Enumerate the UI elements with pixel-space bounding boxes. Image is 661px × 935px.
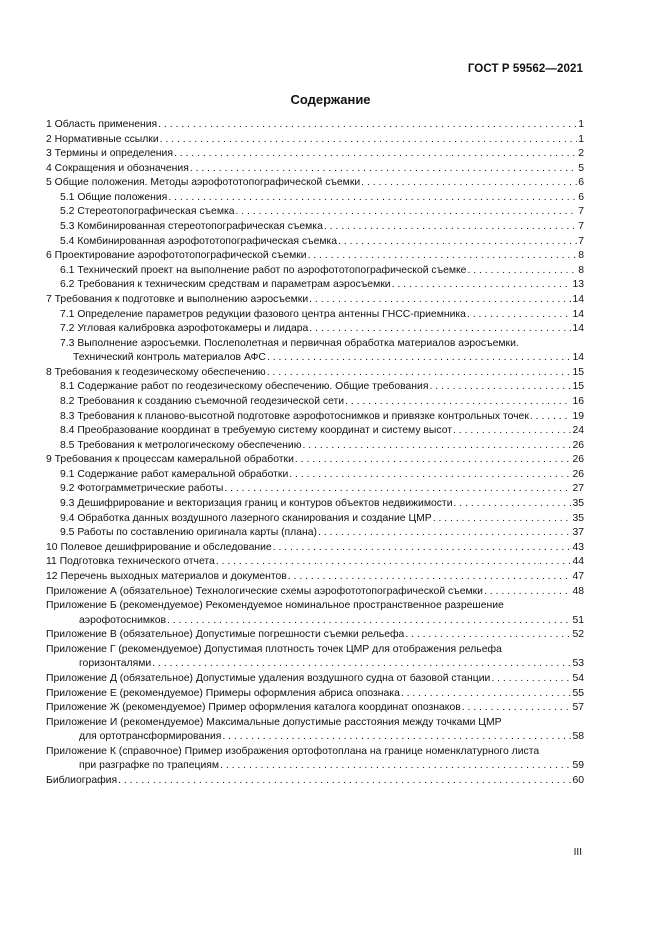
dot-leader: [454, 497, 572, 512]
toc-entry-page: 15: [572, 366, 584, 378]
toc-entry[interactable]: [46, 453, 584, 468]
toc-entry-text: 8.4 Преобразование координат в требуемую систему координат и систему высот: [60, 425, 453, 437]
toc-entry[interactable]: [46, 541, 584, 556]
toc-entry-page: 13: [572, 279, 584, 291]
dot-leader: [216, 555, 572, 570]
toc-entry-page: 7: [578, 235, 584, 247]
toc-entry-text: 7 Требования к подготовке и выполнению аэросъемки: [46, 293, 309, 305]
toc-entry[interactable]: [46, 395, 584, 410]
toc-entry-text: 7.1 Определение параметров редукции фазового центра антенны ГНСС-приемника: [60, 308, 466, 320]
dot-leader: [467, 308, 571, 323]
toc-entry[interactable]: [46, 380, 584, 395]
toc-entry-page: 47: [572, 570, 584, 582]
toc-entry-text: 10 Полевое дешифрирование и обследование: [46, 541, 272, 553]
toc-entry-page: 8: [578, 264, 584, 276]
dot-leader: [453, 424, 571, 439]
toc-entry-text: 8.3 Требования к планово-высотной подготовке аэрофотоснимков и привязке контрольных точек: [60, 410, 529, 422]
toc-entry-text: 7.3 Выполнение аэросъемки. Послеполетная и первичная обработка материалов аэросъемки.: [60, 337, 519, 349]
toc-entry-page: 55: [572, 687, 584, 699]
toc-entry-page: 26: [572, 454, 584, 466]
toc-entry[interactable]: [46, 220, 584, 235]
page-number: III: [573, 847, 582, 858]
toc-entry-text: 9.4 Обработка данных воздушного лазерного сканирования и создание ЦМР: [60, 512, 432, 524]
toc-entry[interactable]: [46, 745, 584, 774]
toc-title: Содержание: [290, 92, 371, 107]
toc-entry-text: Приложение А (обязательное) Технологические схемы аэрофототопографической съемки: [46, 585, 483, 597]
toc-entry-text: 8.1 Содержание работ по геодезическому обеспечению. Общие требования: [60, 381, 429, 393]
dot-leader: [429, 380, 571, 395]
dot-leader: [158, 118, 577, 133]
toc-entry-text: 1 Область применения: [46, 119, 158, 130]
dot-leader: [167, 614, 571, 629]
toc-entry[interactable]: [46, 482, 584, 497]
toc-entry[interactable]: [46, 235, 584, 250]
toc-entry[interactable]: [46, 774, 584, 789]
toc-entry-page: 52: [572, 629, 584, 641]
toc-entry-text: 12 Перечень выходных материалов и документов: [46, 570, 287, 582]
toc-entry-page: 59: [572, 760, 584, 772]
toc-entry-page: 7: [578, 221, 584, 233]
toc-entry-text: 9.5 Работы по составлению оригинала карты (плана): [60, 527, 317, 539]
toc-entry[interactable]: [46, 439, 584, 454]
dot-leader: [324, 220, 577, 235]
toc-entry-text: Приложение Е (рекомендуемое) Примеры оформления абриса опознака: [46, 687, 400, 699]
toc-entry-text: 9.2 Фотограмметрические работы: [60, 483, 224, 495]
toc-entry[interactable]: [46, 308, 584, 323]
toc-entry-page: 26: [572, 439, 584, 451]
dot-leader: [224, 482, 571, 497]
dot-leader: [152, 657, 571, 672]
toc-entry[interactable]: [46, 118, 584, 133]
toc-entry[interactable]: [46, 628, 584, 643]
toc-entry-page: 7: [578, 206, 584, 218]
toc-entry-text: 11 Подготовка технического отчета: [46, 556, 215, 568]
toc-entry[interactable]: [46, 672, 584, 687]
toc-entry[interactable]: [46, 643, 584, 672]
toc-entry[interactable]: [46, 424, 584, 439]
toc-entry[interactable]: [46, 555, 584, 570]
toc-entry-text: 6 Проектирование аэрофототопографической съемки: [46, 250, 307, 262]
toc-entry-page: 6: [578, 191, 584, 203]
toc-entry-page: 1: [578, 133, 584, 145]
toc-entry[interactable]: [46, 468, 584, 483]
toc-entry-text: 5.3 Комбинированная стереотопографическая съемка: [60, 221, 323, 233]
dot-leader: [190, 162, 577, 177]
toc-entry[interactable]: [46, 366, 584, 381]
toc-entry-text: 4 Сокращения и обозначения: [46, 162, 189, 174]
toc-entry-page: 14: [572, 323, 584, 335]
standard-code: ГОСТ Р 59562—2021: [467, 63, 583, 75]
toc-entry-page: 8: [578, 250, 584, 262]
toc-entry-page: 26: [572, 468, 584, 480]
toc-entry[interactable]: [46, 191, 584, 206]
toc-entry[interactable]: [46, 322, 584, 337]
toc-entry-page: 15: [572, 381, 584, 393]
toc-entry[interactable]: [46, 585, 584, 600]
toc-entry[interactable]: [46, 249, 584, 264]
toc-entry-text: 8.5 Требования к метрологическому обеспечению: [60, 439, 302, 451]
toc-entry-page: 14: [572, 352, 584, 364]
toc-entry-page: 53: [572, 658, 584, 670]
toc-entry[interactable]: [46, 512, 584, 527]
dot-leader: [530, 410, 572, 425]
toc-entry-text: 5.1 Общие положения: [60, 191, 168, 203]
dot-leader: [236, 205, 578, 220]
dot-leader: [491, 672, 571, 687]
dot-leader: [118, 774, 571, 789]
toc-entry[interactable]: [46, 701, 584, 716]
toc-entry-page: 24: [572, 425, 584, 437]
toc-entry-text: 8 Требования к геодезическому обеспечению: [46, 366, 266, 378]
dot-leader: [303, 439, 572, 454]
toc-entry-page: 5: [578, 162, 584, 174]
dot-leader: [222, 730, 571, 745]
toc-entry-text: Приложение Д (обязательное) Допустимые удаления воздушного судна от базовой станции: [46, 672, 491, 684]
toc-entry[interactable]: [46, 570, 584, 585]
toc-entry-continuation: Технический контроль материалов АФС: [73, 352, 266, 364]
toc-entry-page: 1: [578, 119, 584, 130]
dot-leader: [401, 687, 572, 702]
toc-entry-continuation: при разграфке по трапециям: [79, 760, 220, 772]
toc-entry-page: 19: [572, 410, 584, 422]
dot-leader: [433, 512, 572, 527]
toc-entry[interactable]: [46, 526, 584, 541]
toc-entry-page: 35: [572, 498, 584, 510]
toc-entry-continuation: аэрофотоснимков: [79, 614, 167, 626]
toc-entry-text: 6.2 Требования к техническим средствам и параметрам аэросъемки: [60, 279, 391, 291]
toc-entry-text: Приложение Б (рекомендуемое) Рекомендуемое номинальное пространственное разрешение: [46, 600, 504, 612]
toc-entry-text: Приложение В (обязательное) Допустимые погрешности съемки рельефа: [46, 629, 405, 641]
toc-entry-page: 57: [572, 702, 584, 714]
toc-entry[interactable]: [46, 687, 584, 702]
toc-entry-page: 44: [572, 556, 584, 568]
toc-entry-page: 51: [572, 614, 584, 626]
toc-entry-text: Библиография: [46, 775, 118, 787]
toc-entry-text: 7.2 Угловая калибровка аэрофотокамеры и лидара: [60, 323, 309, 335]
toc-entry-page: 60: [572, 775, 584, 787]
toc-entry-text: Приложение И (рекомендуемое) Максимальные допустимые расстояния между точками ЦМР: [46, 716, 502, 728]
toc-entry[interactable]: [46, 278, 584, 293]
toc-entry-page: 54: [572, 672, 584, 684]
toc-entry-text: 9.1 Содержание работ камеральной обработки: [60, 468, 289, 480]
toc-entry-page: 43: [572, 541, 584, 553]
dot-leader: [361, 176, 577, 191]
toc-entry[interactable]: [46, 147, 584, 162]
dot-leader: [484, 585, 571, 600]
toc-entry[interactable]: [46, 497, 584, 512]
dot-leader: [467, 264, 577, 279]
dot-leader: [309, 322, 571, 337]
toc-entry-page: 2: [578, 148, 584, 160]
toc-entry-text: 5.2 Стереотопографическая съемка: [60, 206, 235, 218]
toc-entry[interactable]: [46, 716, 584, 745]
toc-entry[interactable]: [46, 162, 584, 177]
dot-leader: [220, 759, 571, 774]
toc-entry-page: 48: [572, 585, 584, 597]
toc-entry-text: 5.4 Комбинированная аэрофототопографическая съемка: [60, 235, 338, 247]
toc-entry-text: 2 Нормативные ссылки: [46, 133, 159, 145]
dot-leader: [308, 249, 578, 264]
toc-entry-continuation: горизонталями: [79, 658, 152, 670]
dot-leader: [160, 133, 578, 148]
toc-entry[interactable]: [46, 410, 584, 425]
table-of-contents: [46, 118, 584, 789]
toc-entry-text: Приложение Ж (рекомендуемое) Пример оформления каталога координат опознаков: [46, 702, 461, 714]
toc-entry-page: 16: [572, 395, 584, 407]
dot-leader: [462, 701, 572, 716]
toc-entry[interactable]: [46, 176, 584, 191]
toc-entry-page: 35: [572, 512, 584, 524]
toc-entry-text: Приложение К (справочное) Пример изображения ортофотоплана на границе номенклатурного листа: [46, 745, 540, 757]
dot-leader: [273, 541, 572, 556]
toc-entry-page: 58: [572, 731, 584, 743]
toc-entry[interactable]: [46, 599, 584, 628]
toc-entry[interactable]: [46, 293, 584, 308]
toc-entry[interactable]: [46, 337, 584, 366]
toc-entry[interactable]: [46, 264, 584, 279]
toc-entry-page: 37: [572, 527, 584, 539]
toc-entry-text: 3 Термины и определения: [46, 148, 173, 160]
toc-entry-text: 8.2 Требования к созданию съемочной геодезической сети: [60, 395, 345, 407]
toc-entry-page: 14: [572, 308, 584, 320]
dot-leader: [267, 366, 572, 381]
toc-entry-page: 14: [572, 293, 584, 305]
dot-leader: [345, 395, 571, 410]
toc-entry-text: 6.1 Технический проект на выполнение работ по аэрофототопографической съемке: [60, 264, 467, 276]
dot-leader: [392, 278, 572, 293]
dot-leader: [318, 526, 571, 541]
dot-leader: [309, 293, 571, 308]
dot-leader: [168, 191, 577, 206]
dot-leader: [267, 351, 571, 366]
toc-entry-text: 9.3 Дешифрирование и векторизация границ и контуров объектов недвижимости: [60, 498, 453, 510]
toc-entry-continuation: для ортотрансформирования: [79, 731, 222, 743]
toc-entry-page: 6: [578, 177, 584, 189]
toc-entry-page: 27: [572, 483, 584, 495]
dot-leader: [288, 570, 572, 585]
toc-entry-text: 9 Требования к процессам камеральной обработки: [46, 454, 294, 466]
dot-leader: [405, 628, 571, 643]
dot-leader: [174, 147, 577, 162]
toc-entry[interactable]: [46, 205, 584, 220]
toc-entry-text: Приложение Г (рекомендуемое) Допустимая плотность точек ЦМР для отображения рельефа: [46, 643, 502, 655]
toc-entry[interactable]: [46, 133, 584, 148]
dot-leader: [338, 235, 577, 250]
dot-leader: [289, 468, 571, 483]
dot-leader: [295, 453, 572, 468]
toc-entry-text: 5 Общие положения. Методы аэрофототопографической съемки: [46, 177, 361, 189]
